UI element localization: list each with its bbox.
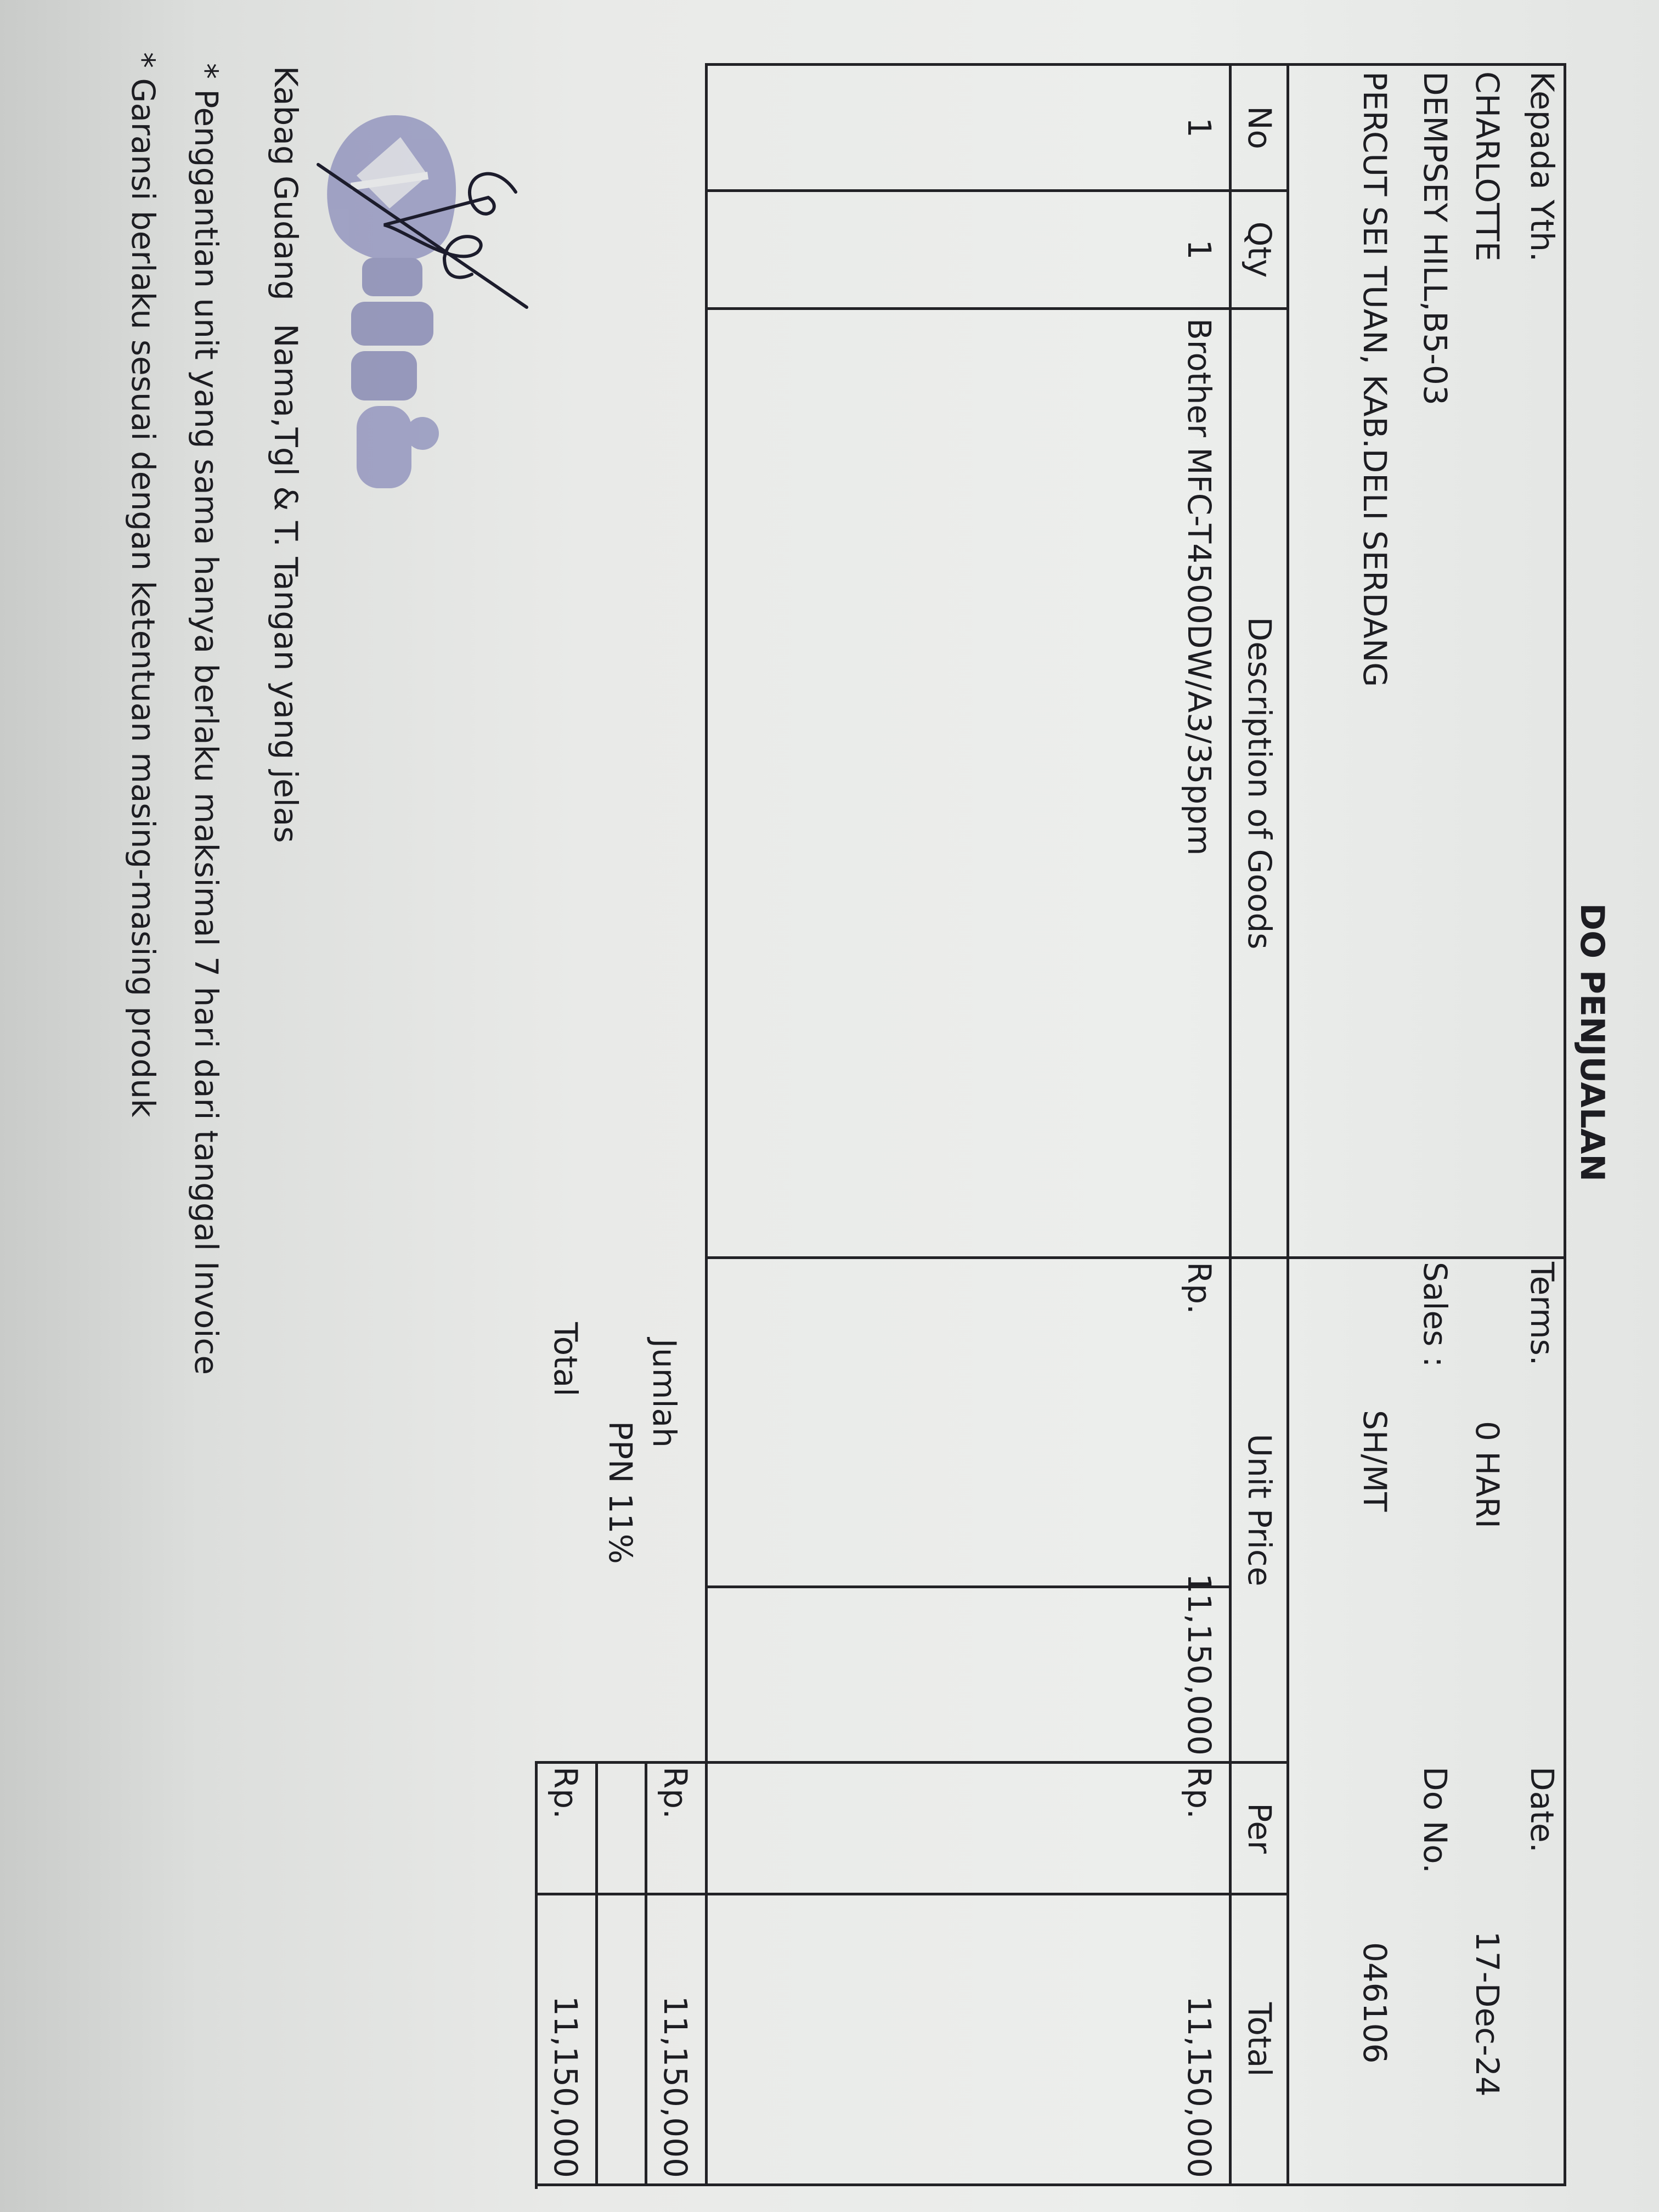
header-row-top — [1286, 63, 1289, 2186]
table-border-left — [705, 63, 1566, 66]
header-description: Description of Goods — [1241, 617, 1278, 950]
total-label: Total — [547, 1322, 584, 1397]
table-border-top — [1564, 63, 1566, 2186]
header-no: No — [1241, 106, 1278, 149]
col-divider-unitprice — [708, 1585, 1232, 1588]
date-value: 17-Dec-24 — [1469, 1931, 1506, 2097]
terms-value: 0 HARI — [1469, 1421, 1506, 1529]
table-border-bottom — [705, 63, 708, 2186]
jumlah-value: 11,150,000 — [657, 1995, 694, 2178]
header-qty: Qty — [1241, 221, 1278, 278]
total-currency: Rp. — [547, 1767, 584, 1819]
do-number-label: Do No. — [1417, 1767, 1454, 1874]
note-1: * Penggantian unit yang sama hanya berlaku maksimal 7 hari dari tanggal Invoice — [188, 63, 225, 1375]
row-total: 11,150,000 — [1181, 1995, 1218, 2178]
table-border-right — [705, 2183, 1566, 2186]
recipient-name: CHARLOTTE — [1469, 71, 1506, 262]
col-divider-total — [535, 1893, 1289, 1895]
summary-border-bottom — [535, 1761, 538, 2189]
row-unit-price-currency: Rp. — [1181, 1262, 1218, 1314]
row-description: Brother MFC-T4500DW/A3/35ppm — [1181, 318, 1218, 856]
header-per: Per — [1241, 1803, 1278, 1854]
header-unit-price: Unit Price — [1241, 1434, 1278, 1587]
col-divider-qty — [708, 307, 1289, 310]
note-2: * Garansi berlaku sesuai dengan ketentuan masing-masing produk — [125, 52, 162, 1118]
sales-value: SH/MT — [1356, 1410, 1393, 1512]
row-qty: 1 — [1181, 239, 1218, 260]
col-divider-per — [535, 1761, 1289, 1764]
recipient-address-1: DEMPSEY HILL,B5-03 — [1417, 71, 1454, 405]
date-label: Date. — [1523, 1767, 1561, 1853]
row-no: 1 — [1181, 117, 1218, 138]
sales-label: Sales : — [1417, 1262, 1454, 1368]
summary-border-right — [535, 2183, 708, 2186]
header-row-bottom — [1229, 63, 1232, 2186]
row-unit-price: 11,150,000 — [1181, 1573, 1218, 1756]
handwritten-signature — [307, 143, 538, 329]
total-value: 11,150,000 — [547, 1995, 584, 2178]
header-total: Total — [1241, 2002, 1278, 2077]
summary-line-2 — [595, 1761, 598, 2186]
recipient-label: Kepada Yth. — [1523, 71, 1561, 262]
col-divider-desc — [708, 1256, 1289, 1259]
do-number-value: 046106 — [1356, 1942, 1393, 2064]
recipient-address-2: PERCUT SEI TUAN, KAB.DELI SERDANG — [1356, 71, 1393, 687]
ppn-label: PPN 11% — [602, 1421, 639, 1564]
terms-label: Terms. — [1523, 1262, 1561, 1366]
summary-line-1 — [645, 1761, 647, 2186]
jumlah-currency: Rp. — [657, 1767, 694, 1819]
signature-role: Kabag Gudang — [267, 66, 304, 301]
row-total-currency: Rp. — [1181, 1767, 1218, 1819]
document-title: DO PENJUALAN — [1573, 903, 1611, 1182]
jumlah-label: Jumlah — [646, 1339, 683, 1448]
signature-instruction: Nama,Tgl & T. Tangan yang jelas — [267, 324, 304, 843]
